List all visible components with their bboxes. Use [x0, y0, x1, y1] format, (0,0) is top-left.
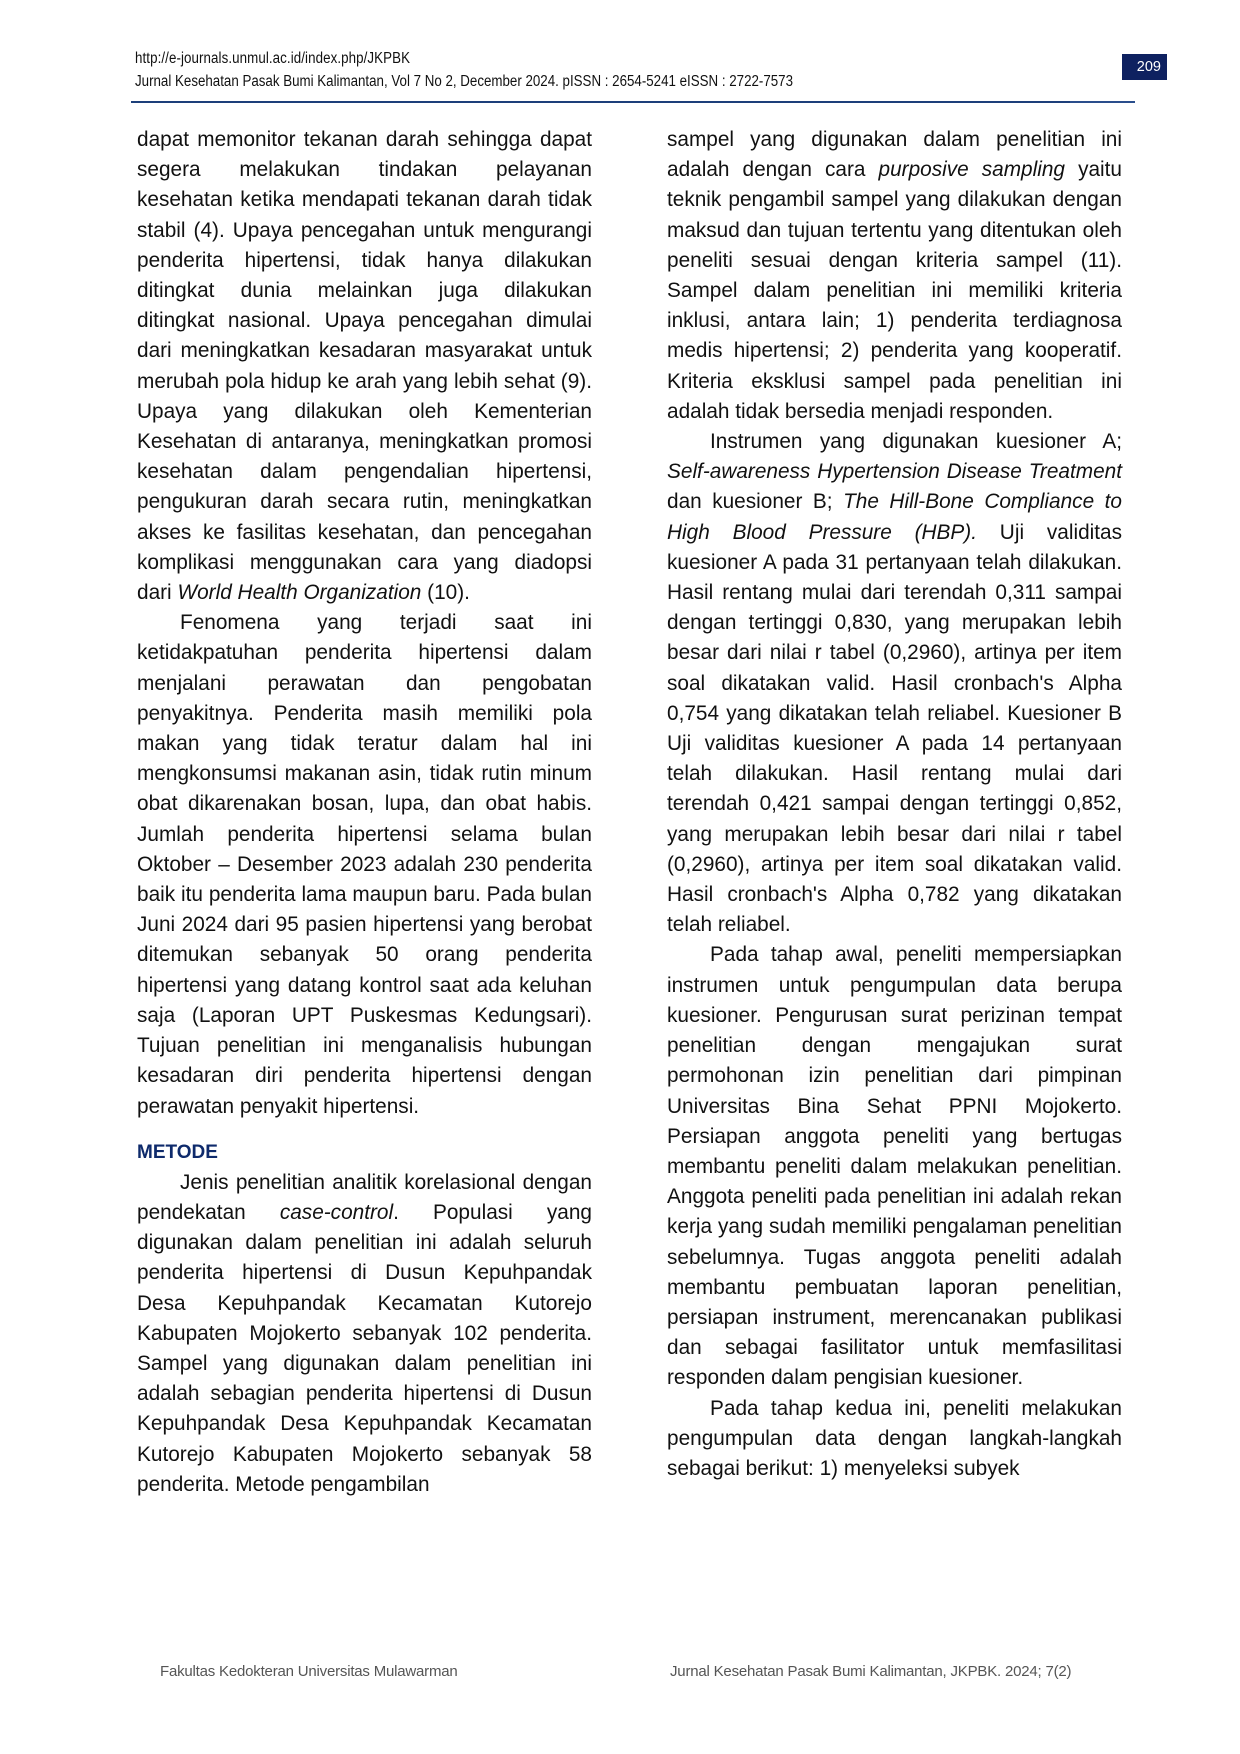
- paragraph: sampel yang digunakan dalam penelitian ini adalah dengan cara purposive sampling yaitu teknik pengambil sampel yang dilakukan dengan maksud dan tujuan tertentu yang ditentukan oleh peneliti sesuai dengan kriteria sampel (11). Sampel dalam penelitian ini memiliki kriteria inklusi, antara lain; 1) penderita terdiagnosa medis hipertensi; 2) penderita yang kooperatif. Kriteria eksklusi sampel pada penelitian ini adalah tidak bersedia menjadi responden.: [667, 128, 1122, 423]
- page-number: 209: [1136, 59, 1161, 75]
- footer-journal-citation: Jurnal Kesehatan Pasak Bumi Kalimantan, JKPBK. 2024; 7(2): [670, 1663, 1072, 1680]
- paragraph: Pada tahap awal, peneliti mempersiapkan instrumen untuk pengumpulan data berupa kuesioner. Pengurusan surat perizinan tempat penelitian dengan mengajukan surat permohonan izin penelitian dari pimpinan Universitas Bina Sehat PPNI Mojokerto. Persiapan anggota peneliti yang bertugas membantu peneliti dalam melakukan penelitian. Anggota peneliti pada penelitian ini adalah rekan kerja yang sudah memiliki pengalaman penelitian sebelumnya. Tugas anggota peneliti adalah membantu pembuatan laporan penelitian, persiapan instrument, merencanakan publikasi dan sebagai fasilitator untuk memfasilitasi responden dalam pengisian kuesioner.: [667, 943, 1122, 1390]
- header-divider: [131, 101, 1135, 103]
- italic-term: purposive sampling: [878, 158, 1065, 182]
- footer-institution: Fakultas Kedokteran Universitas Mulawarman: [160, 1663, 458, 1680]
- italic-term: Self-awareness Hypertension Disease Treatment: [667, 460, 1122, 484]
- right-column: [667, 125, 1122, 1484]
- italic-term: case-control: [279, 1200, 394, 1224]
- journal-url[interactable]: http://e-journals.unmul.ac.id/index.php/JKPBK: [135, 50, 411, 67]
- paragraph: Instrumen yang digunakan kuesioner A; Self-awareness Hypertension Disease Treatment dan kuesioner B; The Hill-Bone Compliance to High Blood Pressure (HBP). Uji validitas kuesioner A pada 31 pertanyaan telah dilakukan. Hasil rentang mulai dari terendah 0,311 sampai dengan tertinggi 0,830, yang merupakan lebih besar dari nilai r tabel (0,2960), artinya per item soal dikatakan valid. Hasil cronbach's Alpha 0,754 yang dikatakan telah reliabel. Kuesioner B Uji validitas kuesioner A pada 14 pertanyaan telah dilakukan. Hasil rentang mulai dari terendah 0,421 sampai dengan tertinggi 0,852, yang merupakan lebih besar dari nilai r tabel (0,2960), artinya per item soal dikatakan valid. Hasil cronbach's Alpha 0,782 yang dikatakan telah reliabel.: [667, 430, 1123, 937]
- italic-term: The Hill-Bone Compliance to High Blood Pressure (HBP).: [667, 490, 1122, 544]
- section-heading-metode: METODE: [137, 1141, 218, 1163]
- paragraph: Jenis penelitian analitik korelasional dengan pendekatan case-control. Populasi yang digunakan dalam penelitian ini adalah seluruh penderita hipertensi di Dusun Kepuhpandak Desa Kepuhpandak Kecamatan Kutorejo Kabupaten Mojokerto sebanyak 102 penderita. Sampel yang digunakan dalam penelitian ini adalah sebagian penderita hipertensi di Dusun Kepuhpandak Desa Kepuhpandak Kecamatan Kutorejo Kabupaten Mojokerto sebanyak 58 penderita. Metode pengambilan: [137, 1170, 592, 1496]
- page-number-badge: [1122, 54, 1167, 80]
- paragraph: dapat memonitor tekanan darah sehingga dapat segera melakukan tindakan pelayanan kesehatan ketika mendapati tekanan darah tidak stabil (4). Upaya pencegahan untuk mengurangi penderita hipertensi, tidak hanya dilakukan ditingkat dunia melainkan juga dilakukan ditingkat nasional. Upaya pencegahan dimulai dari meningkatkan kesadaran masyarakat untuk merubah pola hidup ke arah yang lebih sehat (9). Upaya yang dilakukan oleh Kementerian Kesehatan di antaranya, meningkatkan promosi kesehatan dalam pengendalian hipertensi, pengukuran darah secara rutin, meningkatkan akses ke fasilitas kesehatan, dan pencegahan komplikasi menggunakan cara yang diadopsi dari World Health Organization (10).: [137, 128, 592, 605]
- italic-term: World Health Organization: [177, 581, 422, 605]
- paragraph: Pada tahap kedua ini, peneliti melakukan pengumpulan data dengan langkah-langkah sebagai berikut: 1) menyeleksi subyek: [667, 1396, 1122, 1480]
- paragraph: Fenomena yang terjadi saat ini ketidakpatuhan penderita hipertensi dalam menjalani perawatan dan pengobatan penyakitnya. Penderita masih memiliki pola makan yang tidak teratur dalam hal ini mengkonsumsi makanan asin, tidak rutin minum obat dikarenakan bosan, lupa, dan obat habis. Jumlah penderita hipertensi selama bulan Oktober – Desember 2023 adalah 230 penderita baik itu penderita lama maupun baru. Pada bulan Juni 2024 dari 95 pasien hipertensi yang berobat ditemukan sebanyak 50 orang penderita hipertensi yang datang kontrol saat ada keluhan saja (Laporan UPT Puskesmas Kedungsari). Tujuan penelitian ini menganalisis hubungan kesadaran diri penderita hipertensi dengan perawatan penyakit hipertensi.: [137, 611, 592, 1118]
- journal-citation-line: Jurnal Kesehatan Pasak Bumi Kalimantan, Vol 7 No 2, December 2024. pISSN : 2654-5241 eISSN : 2722-7573: [135, 73, 794, 90]
- header-divider-accent: [1070, 101, 1135, 103]
- left-column: [137, 125, 592, 1500]
